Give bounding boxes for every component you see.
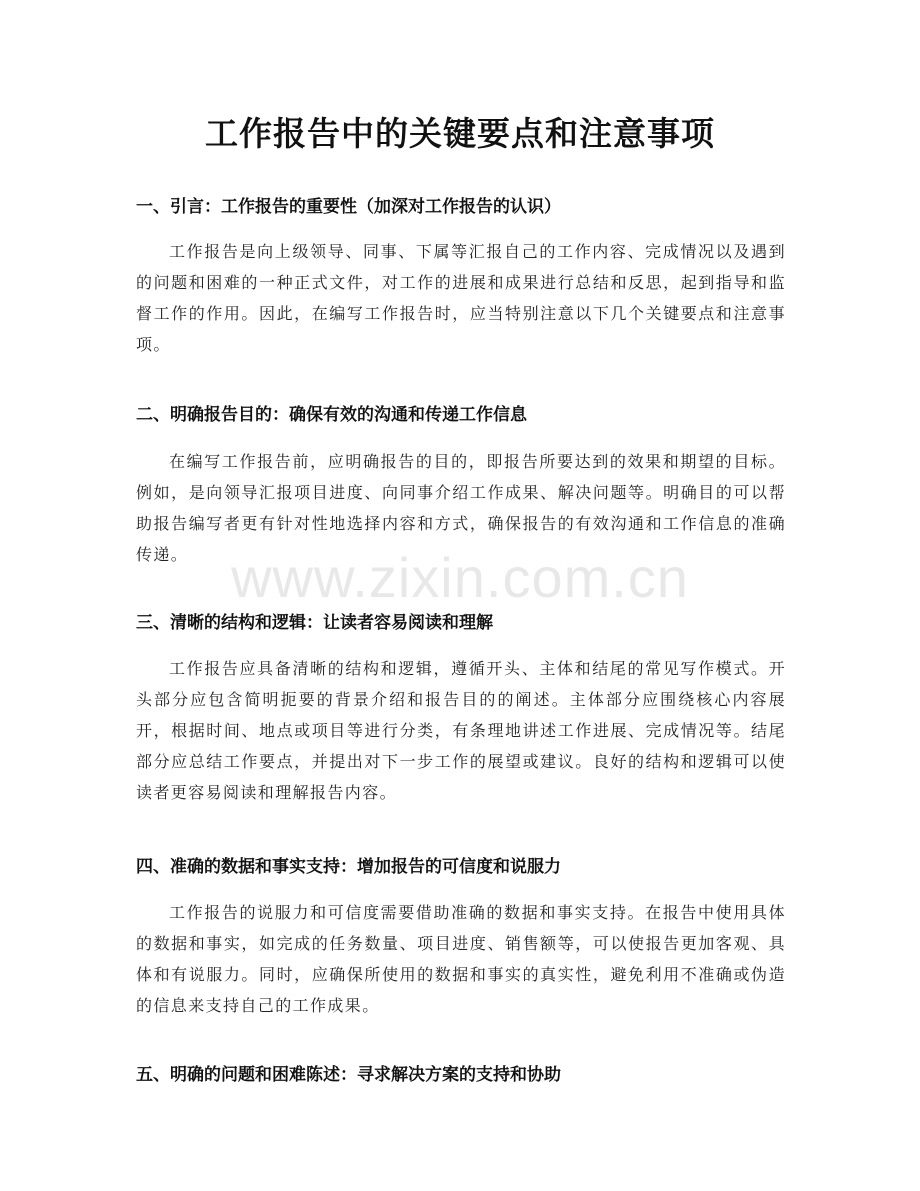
document-title: 工作报告中的关键要点和注意事项 <box>205 114 715 153</box>
section-3-heading: 三、清晰的结构和逻辑：让读者容易阅读和理解 <box>136 613 493 633</box>
section-4-paragraph: 工作报告的说服力和可信度需要借助准确的数据和事实支持。在报告中使用具体的数据和事实，如完成的任务数量、项目进度、销售额等，可以使报告更加客观、具体和有说服力。同时，应确保所使用的数据和事实的真实性，避免利用不准确或伪造的信息来支持自己的工作成果。 <box>136 903 786 1015</box>
section-4-heading: 四、准确的数据和事实支持：增加报告的可信度和说服力 <box>136 857 561 877</box>
section-3-paragraph: 工作报告应具备清晰的结构和逻辑，遵循开头、主体和结尾的常见写作模式。开头部分应包含简明扼要的背景介绍和报告目的的阐述。主体部分应围绕核心内容展开，根据时间、地点或项目等进行分类，有条理地讲述工作进展、完成情况等。结尾部分应总结工作要点，并提出对下一步工作的展望或建议。良好的结构和逻辑可以使读者更容易阅读和理解报告内容。 <box>136 659 786 802</box>
section-1-paragraph: 工作报告是向上级领导、同事、下属等汇报自己的工作内容、完成情况以及遇到的问题和困难的一种正式文件，对工作的进展和成果进行总结和反思，起到指导和监督工作的作用。因此，在编写工作报告时，应当特别注意以下几个关键要点和注意事项。 <box>136 242 786 354</box>
section-5-heading: 五、明确的问题和困难陈述：寻求解决方案的支持和协助 <box>136 1065 561 1085</box>
section-2-paragraph: 在编写工作报告前，应明确报告的目的，即报告所要达到的效果和期望的目标。例如，是向领导汇报项目进度、向同事介绍工作成果、解决问题等。明确目的可以帮助报告编写者更有针对性地选择内容和方式，确保报告的有效沟通和工作信息的准确传递。 <box>136 452 786 564</box>
section-2-heading: 二、明确报告目的：确保有效的沟通和传递工作信息 <box>136 405 527 425</box>
watermark: www.zixin.com.cn <box>231 546 689 609</box>
section-1-heading: 一、引言：工作报告的重要性（加深对工作报告的认识） <box>136 197 561 217</box>
